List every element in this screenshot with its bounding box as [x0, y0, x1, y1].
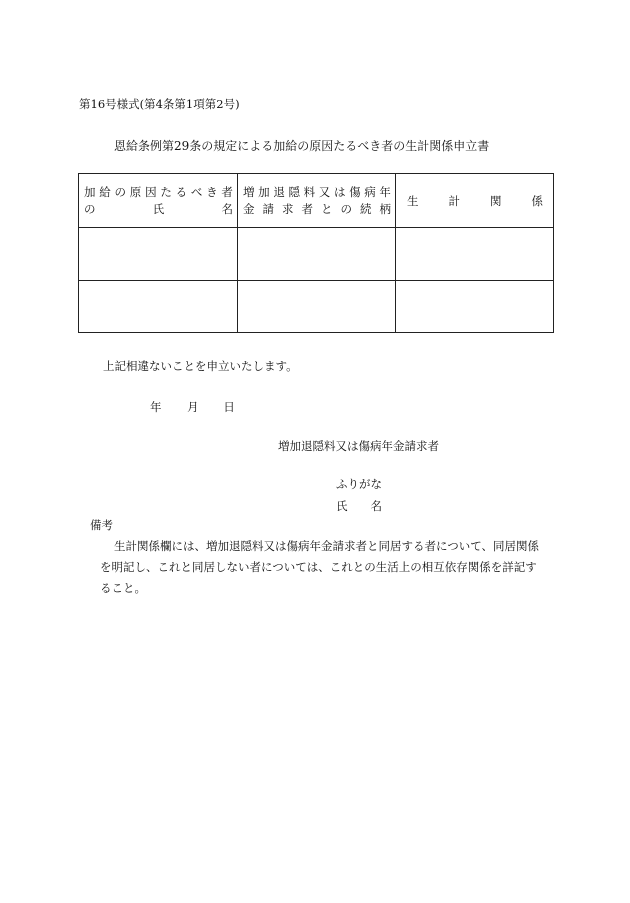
header-line: [84, 201, 233, 218]
header-char: 料: [303, 185, 316, 199]
remarks-heading: 備考: [90, 518, 113, 532]
header-char: 金: [243, 202, 255, 216]
header-char: と: [321, 202, 333, 216]
cell-dependent-name[interactable]: [79, 228, 237, 280]
furigana-label: ふりがな: [336, 477, 382, 491]
header-line: [243, 184, 391, 201]
header-char: 続: [360, 202, 372, 216]
cell-relationship[interactable]: [238, 281, 395, 332]
header-char: べ: [190, 185, 203, 199]
header-char: 請: [262, 202, 274, 216]
header-char: 年: [379, 185, 391, 199]
header-char: 加: [258, 185, 270, 199]
header-char: 因: [145, 185, 157, 199]
date-month: 月: [187, 400, 199, 414]
date-year: 年: [150, 400, 162, 414]
name-label: 氏 名: [336, 499, 382, 513]
header-char: 病: [364, 185, 376, 199]
remarks-line: ること。: [100, 581, 146, 595]
header-char: 生: [407, 193, 419, 208]
cell-dependent-name[interactable]: [79, 281, 237, 332]
header-char: 氏: [152, 202, 165, 216]
header-char: た: [160, 185, 172, 199]
header-line: [243, 201, 391, 218]
header-char: 又: [318, 185, 331, 199]
header-char: き: [206, 185, 218, 199]
header-char: 求: [282, 202, 294, 216]
header-char: 加: [84, 185, 96, 199]
header-char: 給: [99, 185, 111, 199]
header-char: 係: [531, 193, 543, 208]
declaration-text: 上記相違ないことを申立いたします。: [103, 359, 298, 373]
header-char: 者: [221, 185, 233, 199]
column-header-relationship: [238, 174, 396, 227]
relationship-table: [78, 173, 554, 333]
header-char: は: [333, 185, 346, 199]
header-char: 増: [243, 185, 255, 199]
header-char: 柄: [379, 202, 391, 216]
header-char: 関: [490, 193, 502, 208]
header-line: [84, 184, 233, 201]
header-char: の: [114, 185, 127, 199]
cell-living-relationship[interactable]: [396, 228, 553, 280]
form-number: 第16号様式(第4条第1項第2号): [79, 97, 240, 111]
column-header-dependent-name: [79, 174, 238, 227]
remarks-line: を明記し、これと同居しない者については、これとの生活上の相互依存関係を詳記す: [100, 560, 537, 574]
applicant-label: 増加退隠料又は傷病年金請求者: [278, 439, 439, 453]
remarks-body: [100, 536, 549, 599]
remarks-line: 生計関係欄には、増加退隠料又は傷病年金請求者と同居する者について、同居関係: [114, 539, 540, 553]
header-char: の: [84, 202, 96, 216]
header-char: 名: [221, 202, 233, 216]
header-char: る: [175, 185, 188, 199]
header-char: 者: [301, 202, 313, 216]
cell-relationship[interactable]: [238, 228, 395, 280]
header-char: 原: [129, 185, 142, 199]
header-char: 隠: [288, 185, 300, 199]
header-char: の: [340, 202, 352, 216]
document-title: 恩給条例第29条の規定による加給の原因たるべき者の生計関係申立書: [114, 139, 490, 153]
date-day: 日: [223, 400, 235, 414]
header-char: 計: [448, 193, 460, 208]
header-char: 傷: [349, 185, 361, 199]
date-line: [150, 399, 235, 415]
column-header-living-relationship: [396, 174, 555, 227]
cell-living-relationship[interactable]: [396, 281, 553, 332]
header-char: 退: [273, 185, 285, 199]
